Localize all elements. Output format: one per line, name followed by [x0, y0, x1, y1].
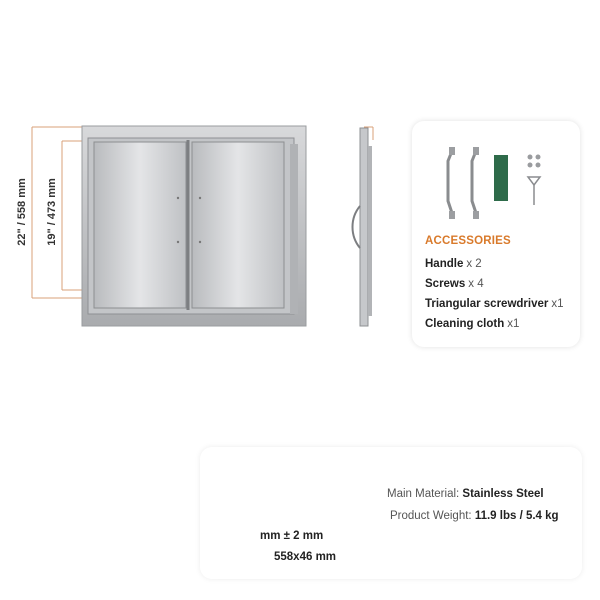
inner-height-label: 19" / 473 mm — [46, 178, 58, 246]
door-side-view — [348, 126, 378, 330]
accessories-title: ACCESSORIES — [425, 235, 511, 247]
material-value: Stainless Steel — [462, 488, 544, 500]
weight-value: 11.9 lbs / 5.4 kg — [474, 510, 559, 522]
size-fragment: 558x46 mm — [274, 551, 337, 563]
material-row — [387, 488, 544, 500]
screwdriver-icon — [528, 177, 540, 205]
list-item: Triangular screwdriver x1 — [425, 298, 564, 310]
material-label: Main Material: — [387, 488, 460, 500]
thickness-fragment: mm ± 2 mm — [260, 530, 324, 542]
list-item: Cleaning cloth x1 — [425, 318, 520, 330]
handle-icon — [448, 151, 476, 213]
screws-icon — [528, 155, 541, 168]
accessories-illustration — [440, 141, 570, 233]
door-front-view — [80, 124, 310, 330]
accessories-list — [425, 254, 564, 334]
list-item: Handle x 2 — [425, 258, 482, 270]
list-item: Screws x 4 — [425, 278, 484, 290]
weight-label: Product Weight: — [390, 510, 472, 522]
specs-card — [200, 447, 582, 579]
outer-height-label: 22" / 558 mm — [16, 178, 28, 246]
weight-row — [390, 510, 559, 522]
accessories-card — [412, 121, 580, 347]
cleaning-cloth-icon — [494, 155, 508, 201]
